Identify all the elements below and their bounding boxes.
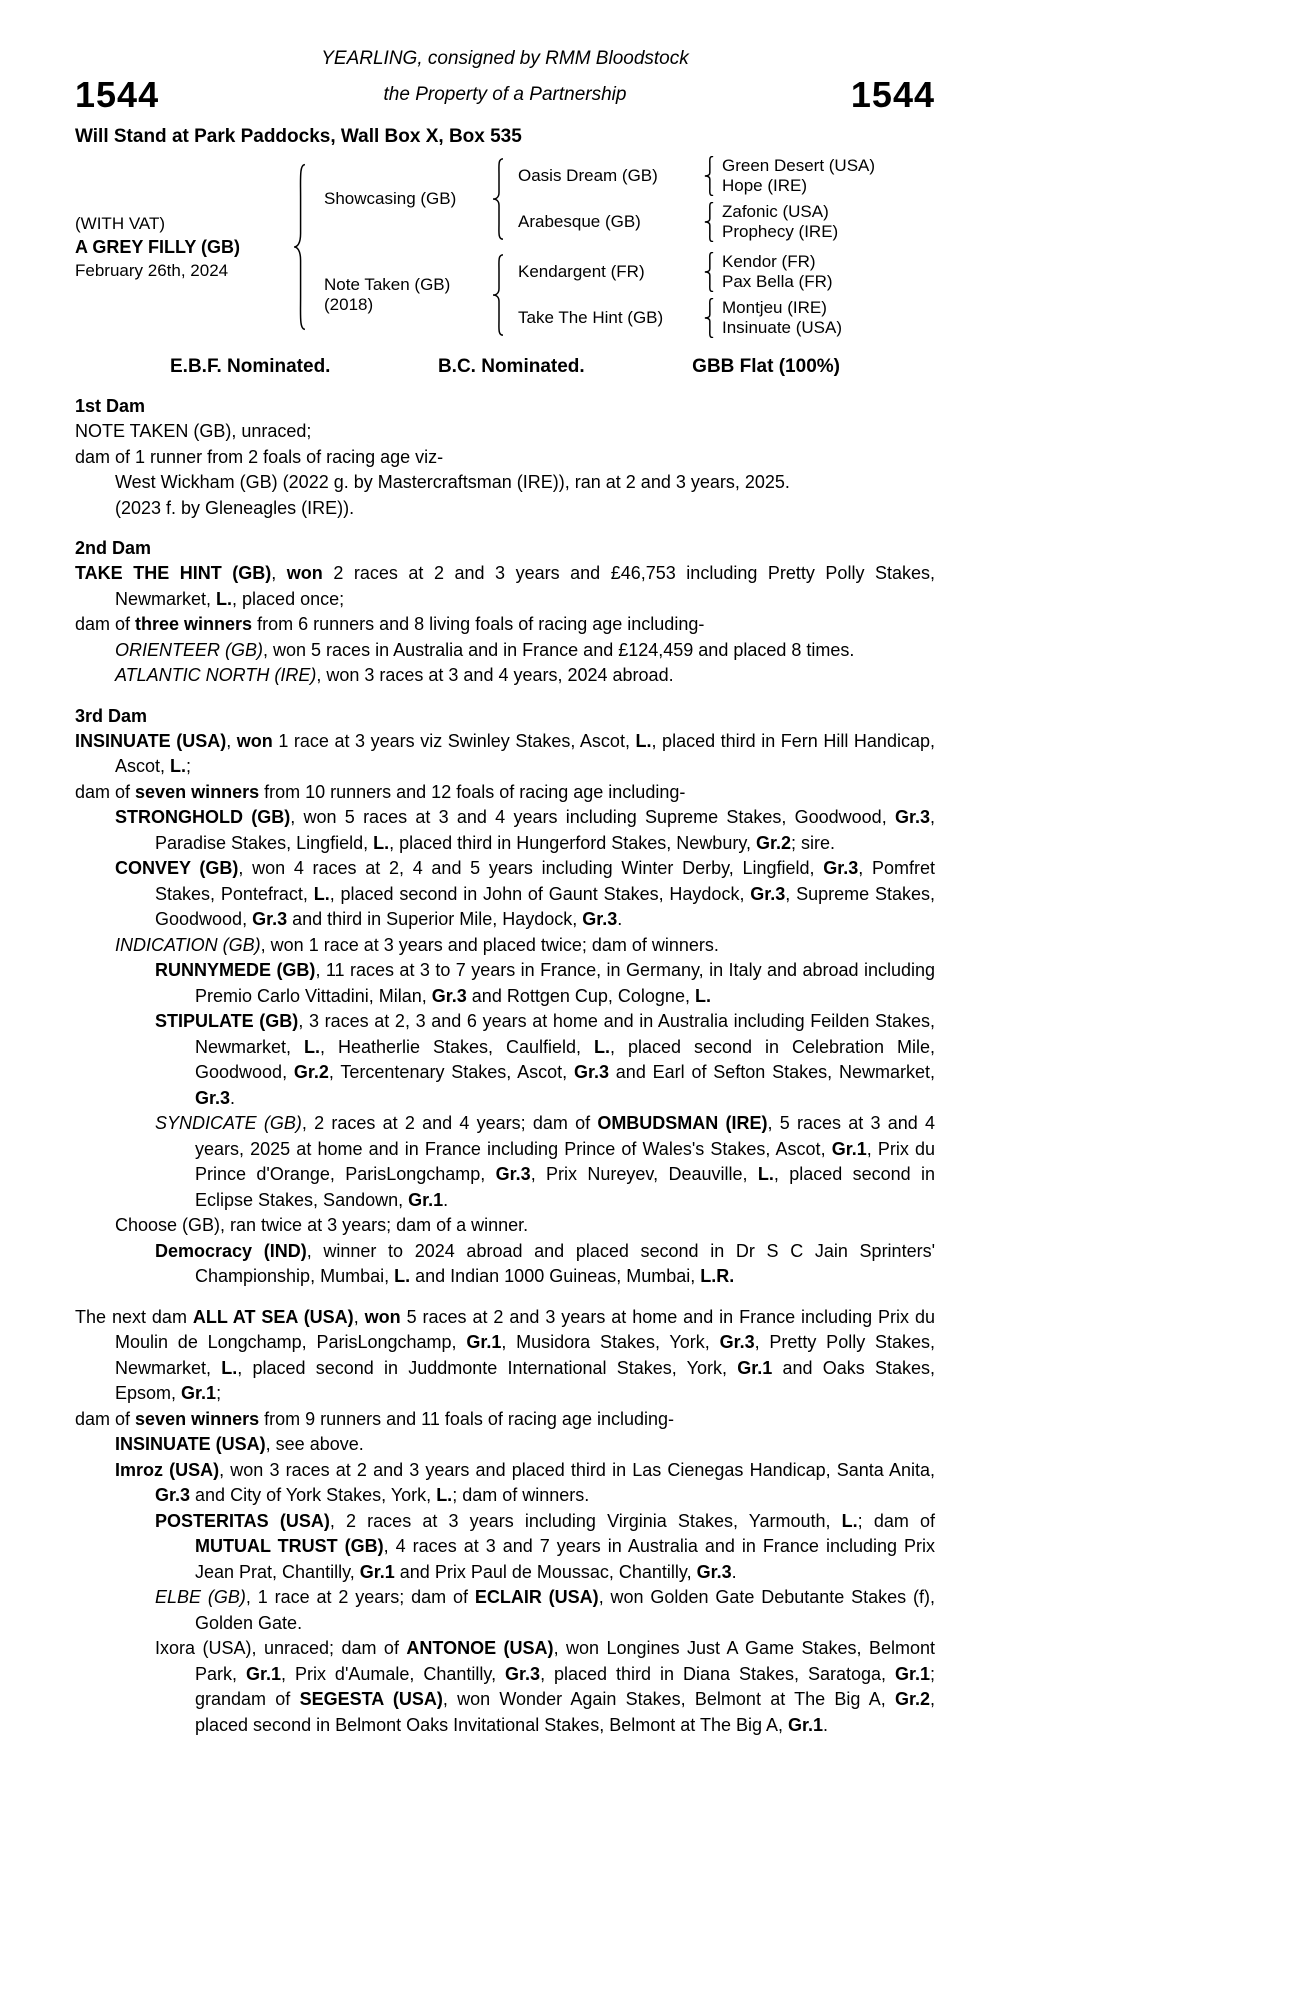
text-run: , Tercentenary Stakes, Ascot,: [328, 1062, 574, 1082]
pedigree-paragraph: [75, 933, 935, 959]
text-run: (2023 f. by Gleneagles (IRE)).: [115, 497, 355, 518]
page-header: [75, 48, 935, 148]
text-run: , won 3 races at 2 and 3 years and placed third in Las Cienegas Handicap, Santa Anita,: [219, 1459, 935, 1480]
text-run: , won 5 races at 3 and 4 years including Supreme Stakes, Goodwood,: [290, 807, 895, 827]
text-run: ,: [226, 730, 237, 751]
text-run: , Paradise Stakes, Lingfield,: [155, 807, 936, 853]
text-run: , Prix Nureyev, Deauville,: [530, 1164, 758, 1184]
text-run: , 5 races at 3 and 4 years, 2025 at home and in France including Prince of Wales's Stakes, Ascot,: [195, 1113, 935, 1159]
text-run: , placed third in Diana Stakes, Saratoga,: [540, 1663, 895, 1684]
text-run: Gr.3: [195, 1087, 231, 1108]
pedigree-sections: [75, 394, 935, 1738]
text-run: Gr.3: [823, 858, 859, 878]
text-run: L.: [221, 1357, 238, 1378]
great-grandparent-pair: [722, 252, 833, 292]
text-run: STRONGHOLD (GB): [115, 807, 291, 827]
pedigree-paragraph: [75, 856, 935, 933]
text-run: CONVEY (GB): [115, 858, 239, 878]
pedigree-paragraph: [75, 958, 935, 1009]
text-run: and Indian 1000 Guineas, Mumbai,: [410, 1266, 701, 1286]
text-run: L.: [436, 1485, 453, 1505]
text-run: L.: [694, 985, 711, 1006]
text-run: , won 3 races at 3 and 4 years, 2024 abroad.: [316, 665, 674, 685]
text-run: NOTE TAKEN (GB), unraced;: [75, 421, 312, 441]
text-run: Gr.2: [756, 832, 792, 853]
text-run: Gr.3: [252, 909, 288, 929]
text-run: West Wickham (GB) (2022 g. by Mastercraftsman (IRE)), ran at 2 and 3 years, 2025.: [115, 472, 790, 492]
text-run: .: [731, 1561, 737, 1582]
dam-grandparents: [506, 252, 842, 338]
text-run: ; sire.: [791, 832, 836, 853]
text-run: , 1 race at 2 years; dam of: [245, 1587, 475, 1607]
grandparent-row: [506, 298, 842, 338]
text-run: , placed second in John of Gaunt Stakes, Haydock,: [329, 883, 751, 904]
dam-sub: (2018): [324, 295, 374, 314]
text-run: , Prix du Prince d'Orange, ParisLongchamp,: [195, 1138, 936, 1184]
section-heading: 3rd Dam: [75, 705, 148, 726]
text-run: Gr.1: [737, 1357, 773, 1378]
text-run: , winner to 2024 abroad and placed second in Dr S C Jain Sprinters' Championship, Mumbai,: [195, 1240, 936, 1286]
great-grandparent-pair: [722, 298, 842, 338]
text-run: , Supreme Stakes, Goodwood,: [155, 883, 935, 929]
text-run: RUNNYMEDE (GB): [155, 960, 316, 980]
text-run: L.: [304, 1036, 320, 1057]
text-run: Democracy (IND): [155, 1240, 307, 1261]
text-run: Gr.1: [831, 1138, 867, 1159]
pedigree-paragraph: [75, 1432, 935, 1458]
text-run: Gr.1: [466, 1332, 502, 1352]
text-run: , placed second in Eclipse Stakes, Sandown,: [195, 1164, 936, 1210]
dam-branch: [310, 252, 875, 338]
text-run: ,: [353, 1306, 365, 1327]
text-run: .: [443, 1189, 449, 1210]
sire-name-block: [310, 189, 492, 209]
brace-icon: [704, 298, 714, 338]
catalogue-page: [75, 0, 935, 1738]
text-run: Gr.3: [719, 1332, 755, 1352]
pedigree-paragraph: [75, 419, 935, 445]
text-run: won: [286, 563, 323, 583]
text-run: ANTONOE (USA): [406, 1638, 554, 1658]
foal-date: February 26th, 2024: [75, 260, 229, 280]
pedigree-paragraph: [75, 1636, 935, 1738]
text-run: Gr.1: [788, 1714, 824, 1735]
text-run: , Prix d'Aumale, Chantilly,: [281, 1663, 506, 1684]
great-grandsire-name: Green Desert (USA): [722, 156, 876, 175]
text-run: .: [617, 909, 623, 929]
text-run: ; dam of winners.: [452, 1485, 590, 1505]
text-run: Gr.2: [894, 1689, 930, 1709]
nominations-row: [75, 356, 935, 378]
text-run: Gr.1: [245, 1663, 282, 1684]
pedigree-paragraph: [75, 1305, 935, 1407]
text-run: .: [230, 1087, 236, 1108]
text-run: , won Longines Just A Game Stakes, Belmont Park,: [195, 1638, 936, 1684]
pedigree-paragraph: [75, 1458, 935, 1509]
text-run: L.: [757, 1164, 774, 1184]
text-run: INSINUATE (USA): [115, 1434, 266, 1454]
text-run: , won 5 races in Australia and in France and £124,459 and placed 8 times.: [263, 639, 855, 660]
brace-icon: [293, 163, 306, 331]
pedigree-paragraph: [75, 1585, 935, 1636]
pedigree-main: [310, 156, 875, 338]
text-run: Gr.3: [582, 909, 618, 929]
bc-nomination: B.C. Nominated.: [437, 356, 585, 377]
text-run: Gr.3: [696, 1561, 732, 1582]
gbb-status: GBB Flat (100%): [692, 356, 840, 377]
great-grandsire-name: Zafonic (USA): [722, 202, 829, 221]
text-run: INDICATION (GB): [115, 934, 261, 955]
brace-icon: [704, 252, 714, 292]
text-run: ;: [216, 1383, 222, 1403]
grandsire-name: Oasis Dream (GB): [518, 166, 658, 185]
pedigree-paragraph: [75, 445, 935, 471]
text-run: L.: [373, 832, 390, 853]
great-grandparent-pair: [722, 156, 875, 196]
text-run: .: [823, 1714, 829, 1735]
text-run: Gr.2: [293, 1062, 329, 1082]
text-run: seven winners: [135, 1408, 260, 1429]
text-run: , 4 races at 3 and 7 years in Australia and in France including Prix Jean Prat, Chantilly,: [195, 1536, 935, 1582]
text-run: Gr.3: [505, 1663, 541, 1684]
great-granddam-name: Prophecy (IRE): [722, 222, 839, 241]
brace-icon: [704, 156, 714, 196]
catalogue-section: [75, 394, 935, 521]
brace-icon: [704, 202, 714, 242]
subject-block: [75, 214, 293, 281]
text-run: ALL AT SEA (USA): [192, 1306, 354, 1327]
pedigree-paragraph: [75, 1213, 935, 1239]
lot-number-left: 1544: [75, 74, 160, 115]
text-run: ,: [271, 563, 287, 583]
text-run: INSINUATE (USA): [75, 730, 227, 751]
pedigree-paragraph: [75, 496, 935, 522]
vat-note: (WITH VAT): [75, 213, 166, 233]
text-run: L.: [170, 756, 187, 776]
pedigree-paragraph: [75, 1407, 935, 1433]
text-run: , Pomfret Stakes, Pontefract,: [155, 858, 935, 904]
text-run: L.: [841, 1510, 858, 1531]
text-run: Gr.3: [894, 807, 930, 827]
pedigree-paragraph: [75, 729, 935, 780]
pedigree-paragraph: [75, 638, 935, 664]
text-run: ECLAIR (USA): [474, 1587, 599, 1607]
text-run: and City of York Stakes, York,: [190, 1485, 437, 1505]
text-run: , placed second in Juddmonte International Stakes, York,: [237, 1357, 738, 1378]
stand-location-line: Will Stand at Park Paddocks, Wall Box X, Box 535: [75, 126, 522, 147]
dam-name-block: [310, 275, 492, 315]
text-run: , Musidora Stakes, York,: [501, 1332, 720, 1352]
great-grandparent-pair: [722, 202, 838, 242]
dam-name: Note Taken (GB): [324, 275, 451, 294]
text-run: from 6 runners and 8 living foals of racing age including-: [252, 614, 705, 634]
sire-branch: [310, 156, 875, 242]
text-run: ; dam of: [857, 1510, 936, 1531]
consignment-line: YEARLING, consigned by RMM Bloodstock: [321, 48, 689, 69]
text-run: , placed third in Hungerford Stakes, Newbury,: [389, 832, 756, 853]
text-run: , won Wonder Again Stakes, Belmont at The Big A,: [442, 1689, 895, 1709]
text-run: and Earl of Sefton Stakes, Newmarket,: [608, 1062, 935, 1082]
pedigree-paragraph: [75, 1509, 935, 1586]
text-run: dam of: [75, 614, 136, 634]
text-run: and Oaks Stakes, Epsom,: [115, 1357, 936, 1403]
text-run: MUTUAL TRUST (GB): [195, 1536, 384, 1556]
text-run: Gr.1: [359, 1561, 395, 1582]
great-grandsire-name: Kendor (FR): [722, 252, 816, 271]
pedigree-paragraph: [75, 470, 935, 496]
great-granddam-name: Pax Bella (FR): [722, 272, 833, 291]
text-run: Gr.3: [573, 1062, 609, 1082]
text-run: Gr.3: [155, 1485, 191, 1505]
text-run: L.: [216, 588, 233, 609]
text-run: , 3 races at 2, 3 and 6 years at home and in Australia including Feilden Stakes, Newmarket,: [195, 1011, 936, 1057]
text-run: , Pretty Polly Stakes, Newmarket,: [115, 1332, 936, 1378]
text-run: L.R.: [700, 1266, 735, 1286]
subject-name: A GREY FILLY (GB): [75, 236, 241, 257]
text-run: and Prix Paul de Moussac, Chantilly,: [394, 1561, 697, 1582]
text-run: , placed once;: [232, 588, 345, 609]
text-run: 5 races at 2 and 3 years at home and in France including Prix du Moulin de Longchamp, ParisLongchamp,: [115, 1306, 935, 1352]
text-run: L.: [394, 1266, 411, 1286]
text-run: from 10 runners and 12 foals of racing age including-: [259, 781, 686, 802]
text-run: Gr.1: [181, 1383, 217, 1403]
text-run: OMBUDSMAN (IRE): [597, 1113, 768, 1133]
sire-grandparents: [506, 156, 875, 242]
text-run: from 9 runners and 11 foals of racing age including-: [259, 1408, 674, 1429]
brace-icon: [492, 158, 504, 240]
great-granddam-name: Insinuate (USA): [722, 318, 842, 337]
catalogue-section: [75, 1305, 935, 1739]
text-run: , 11 races at 3 to 7 years in France, in Germany, in Italy and abroad including Premio Carlo Vittadini, Milan,: [195, 960, 935, 1006]
granddam-name: Take The Hint (GB): [518, 308, 664, 327]
ebf-nomination: E.B.F. Nominated.: [170, 356, 331, 377]
text-run: SEGESTA (USA): [299, 1689, 443, 1709]
pedigree-paragraph: [75, 612, 935, 638]
text-run: 2 races at 2 and 3 years and £46,753 including Pretty Polly Stakes, Newmarket,: [115, 563, 936, 609]
property-row: [75, 74, 935, 118]
text-run: Ixora (USA), unraced; dam of: [155, 1638, 407, 1658]
text-run: won: [236, 730, 273, 751]
pedigree-table: [75, 156, 935, 338]
text-run: Imroz (USA): [115, 1459, 220, 1480]
text-run: Gr.3: [750, 883, 786, 904]
text-run: dam of: [75, 781, 136, 802]
brace-icon: [492, 254, 504, 336]
catalogue-section: [75, 536, 935, 689]
pedigree-paragraph: [75, 1111, 935, 1213]
lot-number-right: 1544: [850, 74, 935, 115]
sire-name: Showcasing (GB): [324, 189, 457, 208]
property-line: the Property of a Partnership: [383, 84, 627, 105]
text-run: ;: [186, 756, 192, 776]
text-run: dam of: [75, 1408, 136, 1429]
text-run: Gr.3: [495, 1164, 531, 1184]
pedigree-paragraph: [75, 663, 935, 689]
text-run: ATLANTIC NORTH (IRE): [115, 665, 317, 685]
grandparent-row: [506, 156, 875, 196]
text-run: , 2 races at 2 and 4 years; dam of: [301, 1113, 598, 1133]
text-run: 1 race at 3 years viz Swinley Stakes, Ascot,: [272, 730, 636, 751]
text-run: three winners: [135, 614, 253, 634]
text-run: , won 1 race at 3 years and placed twice; dam of winners.: [260, 934, 719, 955]
text-run: seven winners: [135, 781, 260, 802]
text-run: and Rottgen Cup, Cologne,: [466, 985, 695, 1006]
text-run: won: [364, 1306, 401, 1327]
text-run: , Heatherlie Stakes, Caulfield,: [320, 1036, 594, 1057]
pedigree-paragraph: [75, 780, 935, 806]
text-run: , placed second in Belmont Oaks Invitational Stakes, Belmont at The Big A,: [195, 1689, 935, 1735]
great-grandsire-name: Montjeu (IRE): [722, 298, 827, 317]
text-run: , 2 races at 3 years including Virginia Stakes, Yarmouth,: [329, 1510, 842, 1531]
text-run: TAKE THE HINT (GB): [75, 563, 272, 583]
pedigree-paragraph: [75, 1239, 935, 1290]
text-run: L.: [313, 883, 330, 904]
grandparent-row: [506, 252, 842, 292]
text-run: ORIENTEER (GB): [115, 639, 264, 660]
great-granddam-name: Hope (IRE): [722, 176, 808, 195]
grandparent-row: [506, 202, 875, 242]
text-run: L.: [594, 1036, 610, 1057]
text-run: POSTERITAS (USA): [155, 1510, 330, 1531]
text-run: The next dam: [75, 1306, 193, 1327]
text-run: STIPULATE (GB): [155, 1011, 299, 1031]
section-heading: 1st Dam: [75, 396, 146, 416]
pedigree-paragraph: [75, 561, 935, 612]
text-run: Choose (GB), ran twice at 3 years; dam of a winner.: [115, 1215, 529, 1235]
text-run: Gr.3: [431, 985, 467, 1006]
text-run: and third in Superior Mile, Haydock,: [287, 909, 583, 929]
pedigree-paragraph: [75, 1009, 935, 1111]
section-heading: 2nd Dam: [75, 538, 152, 558]
pedigree-paragraph: [75, 805, 935, 856]
text-run: Gr.1: [408, 1189, 444, 1210]
text-run: Gr.1: [894, 1663, 930, 1684]
text-run: SYNDICATE (GB): [155, 1113, 302, 1133]
text-run: ; grandam of: [195, 1663, 935, 1709]
text-run: dam of 1 runner from 2 foals of racing age viz-: [75, 446, 444, 467]
text-run: , placed second in Celebration Mile, Goodwood,: [195, 1036, 935, 1082]
text-run: , placed third in Fern Hill Handicap, Ascot,: [115, 730, 935, 776]
grandsire-name: Kendargent (FR): [518, 262, 645, 281]
text-run: , won 4 races at 2, 4 and 5 years including Winter Derby, Lingfield,: [238, 858, 824, 878]
catalogue-section: [75, 704, 935, 1290]
text-run: , see above.: [265, 1434, 364, 1454]
text-run: L.: [635, 730, 652, 751]
text-run: , won Golden Gate Debutante Stakes (f), Golden Gate.: [195, 1587, 935, 1633]
granddam-name: Arabesque (GB): [518, 212, 641, 231]
text-run: ELBE (GB): [155, 1587, 246, 1607]
